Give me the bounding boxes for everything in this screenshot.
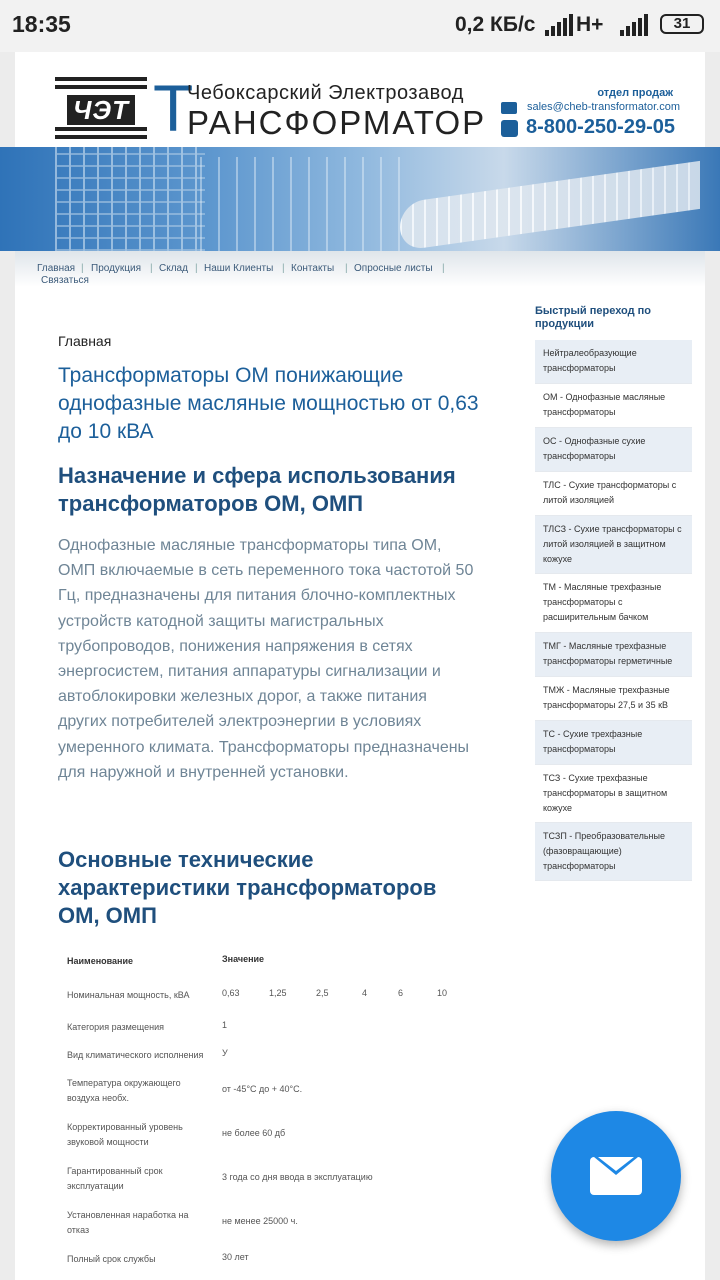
status-bar xyxy=(0,0,720,52)
breadcrumb[interactable]: Главная xyxy=(58,333,112,349)
spec-value: 3 года со дня ввода в эксплуатацию xyxy=(222,1172,373,1182)
sidebar-item-tls[interactable]: ТЛС - Сухие трансформаторы с литой изоляцией xyxy=(535,472,692,516)
network-type: H+ xyxy=(576,13,604,36)
web-page xyxy=(15,52,705,1280)
section-heading-purpose: Назначение и сфера использования трансформаторов ОМ, ОМП xyxy=(58,463,456,516)
battery-icon: 31 xyxy=(660,14,704,34)
sidebar-item-os[interactable]: ОС - Однофазные сухие трансформаторы xyxy=(535,428,692,472)
page-title: Трансформаторы ОМ понижающие однофазные масляные мощностью от 0,63 до 10 кВА xyxy=(58,364,479,443)
nav-clients[interactable]: Наши Клиенты xyxy=(204,263,274,274)
spec-name: Вид климатического исполнения xyxy=(67,1050,204,1060)
email-icon xyxy=(501,102,517,114)
sidebar-item-tmzh[interactable]: ТМЖ - Масляные трехфазные трансформаторы 27,5 и 35 кВ xyxy=(535,677,692,721)
power-value: 2,5 xyxy=(316,988,329,998)
sidebar-item-tmg[interactable]: ТМГ - Масляные трехфазные трансформаторы герметичные xyxy=(535,633,692,677)
phone-icon xyxy=(501,120,518,137)
power-value: 1,25 xyxy=(269,988,287,998)
mail-icon xyxy=(590,1157,642,1195)
spec-name: Категория размещения xyxy=(67,1022,164,1032)
sidebar-item-tsz[interactable]: ТСЗ - Сухие трехфазные трансформаторы в защитном кожухе xyxy=(535,765,692,823)
section-heading-specs: Основные технические характеристики трансформаторов ОМ, ОМП xyxy=(58,847,437,928)
sidebar-item-tlsz[interactable]: ТЛСЗ - Сухие трансформаторы с литой изоляцией в защитном кожухе xyxy=(535,516,692,574)
spec-value: У xyxy=(222,1048,228,1058)
power-value: 10 xyxy=(437,988,448,998)
spec-name: Гарантированный срок эксплуатации xyxy=(67,1166,163,1191)
spec-name: Корректированный уровень звуковой мощности xyxy=(67,1122,183,1147)
logo-big-letter: Т xyxy=(153,71,194,145)
nav-contact-us[interactable]: Связаться xyxy=(41,275,89,286)
spec-value: не более 60 дб xyxy=(222,1128,286,1138)
spec-value: от -45°С до + 40°С. xyxy=(222,1084,303,1094)
signal-icon xyxy=(545,14,575,36)
site-header xyxy=(15,52,705,147)
spec-name: Установленная наработка на отказ xyxy=(67,1210,189,1235)
main-nav: Главная | Продукция | Склад | Наши Клиенты | Контакты | Опросные листы | Связаться xyxy=(15,251,705,287)
header-banner xyxy=(0,147,720,251)
status-net-speed: 0,2 КБ/с xyxy=(455,13,536,36)
power-label: Номинальная мощность, кВА xyxy=(67,990,190,1000)
nav-contacts[interactable]: Контакты xyxy=(291,263,335,274)
col-header-name: Наименование xyxy=(67,956,134,966)
sidebar-item-neutral[interactable]: Нейтралеобразующие трансформаторы xyxy=(535,340,692,384)
logo-abbr: ЧЭТ xyxy=(67,95,135,125)
power-value: 4 xyxy=(362,988,368,998)
logo-company-line: Чебоксарский Электрозавод xyxy=(187,82,464,104)
logo-brand-line: РАНСФОРМАТОР xyxy=(187,104,487,141)
spec-value: 30 лет xyxy=(222,1252,249,1262)
nav-products[interactable]: Продукция xyxy=(91,263,142,274)
power-value: 6 xyxy=(398,988,404,998)
sales-label: отдел продаж xyxy=(597,87,673,99)
spec-value: 1 xyxy=(222,1020,228,1030)
purpose-text: Однофазные масляные трансформаторы типа ОМ, ОМП включаемые в сеть переменного тока частотой 50 Гц, предназначены для питания блочно-комплектных устройств катодной защиты магистральных трубопроводов, понижения напряжения в сетях энергосистем, питания аппаратуры сигнализации и автоблокировки железных дорог, а также питания других потребителей электроэнергии в условиях умеренного климата. Трансформаторы предназначены для наружной и внутренней установки. xyxy=(58,537,474,781)
spec-name: Полный срок службы xyxy=(67,1254,156,1264)
sales-phone-link[interactable]: 8-800-250-29-05 xyxy=(526,116,675,138)
sidebar-title: Быстрый переход по продукции xyxy=(535,305,652,330)
nav-home[interactable]: Главная xyxy=(37,263,76,274)
spec-name: Температура окружающего воздуха необх. xyxy=(67,1078,181,1103)
nav-warehouse[interactable]: Склад xyxy=(159,263,188,274)
status-time: 18:35 xyxy=(12,11,71,37)
spec-value: не менее 25000 ч. xyxy=(222,1216,298,1226)
signal-icon-2 xyxy=(620,14,650,36)
power-value: 0,63 xyxy=(222,988,240,998)
sidebar-item-tm[interactable]: ТМ - Масляные трехфазные трансформаторы с расширительным бачком xyxy=(535,574,692,633)
sidebar-item-ts[interactable]: ТС - Сухие трехфазные трансформаторы xyxy=(535,721,692,765)
contact-mail-button[interactable] xyxy=(551,1111,681,1241)
logo[interactable] xyxy=(55,77,147,139)
nav-questionnaires[interactable]: Опросные листы xyxy=(354,263,433,274)
sidebar-item-tszp[interactable]: ТСЗП - Преобразовательные (фазовращающие) трансформаторы xyxy=(535,823,692,881)
sales-email-link[interactable]: sales@cheb-transformator.com xyxy=(527,101,681,113)
col-header-value: Значение xyxy=(222,954,265,964)
sidebar-item-om[interactable]: ОМ - Однофазные масляные трансформаторы xyxy=(535,384,692,428)
